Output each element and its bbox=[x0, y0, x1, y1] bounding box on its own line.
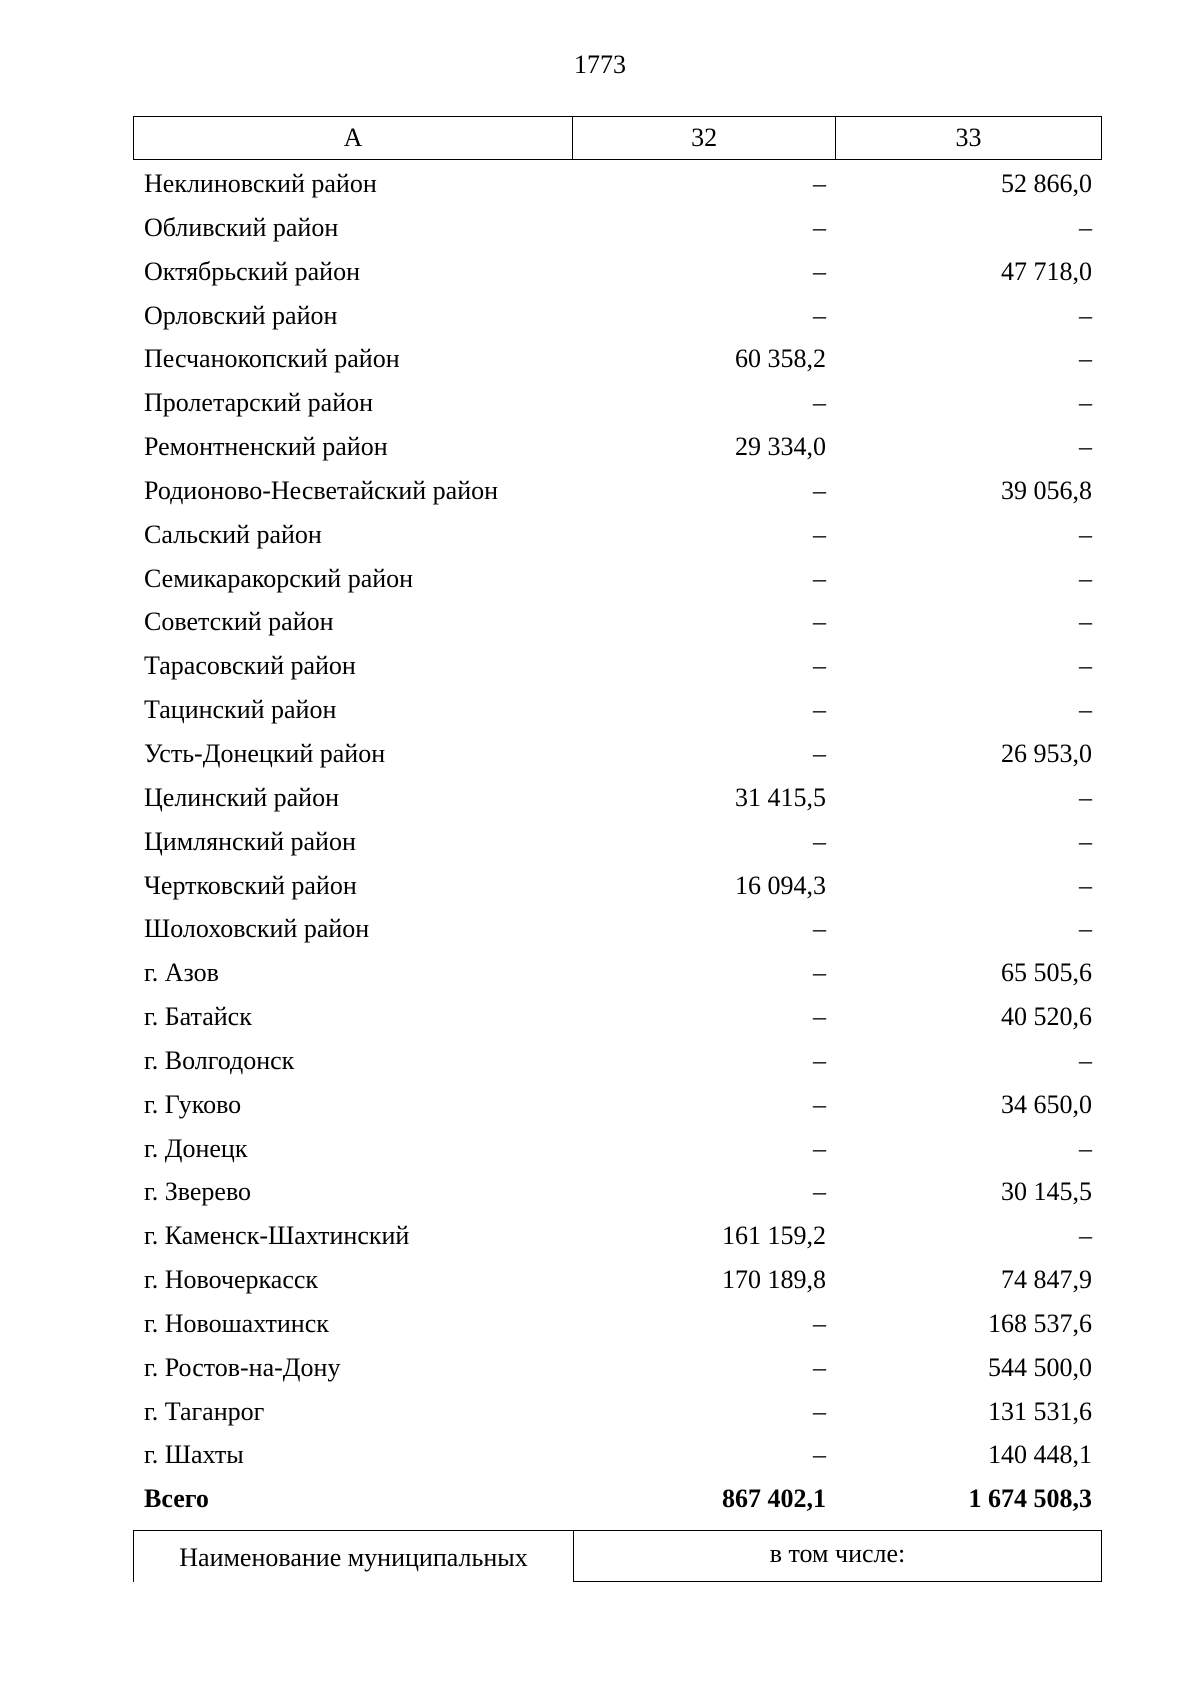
municipality-name: г. Зверево bbox=[144, 1177, 252, 1207]
value-33: – bbox=[1079, 607, 1092, 637]
value-32: – bbox=[813, 958, 826, 988]
value-32: – bbox=[813, 169, 826, 198]
value-32: – bbox=[813, 300, 826, 330]
value-32: 170 189,8 bbox=[722, 1265, 826, 1295]
table-row bbox=[133, 162, 1102, 206]
value-32: – bbox=[813, 563, 826, 593]
value-32: – bbox=[813, 212, 826, 242]
table-row bbox=[133, 1170, 1102, 1214]
value-32: 161 159,2 bbox=[722, 1221, 826, 1251]
municipality-name: Шолоховский район bbox=[144, 914, 370, 944]
value-33: 52 866,0 bbox=[1001, 169, 1092, 198]
value-32: – bbox=[813, 1133, 826, 1163]
value-32: – bbox=[813, 826, 826, 856]
table-row bbox=[133, 425, 1102, 469]
municipality-name: г. Шахты bbox=[144, 1440, 244, 1470]
value-33: – bbox=[1079, 300, 1092, 330]
table-row bbox=[133, 951, 1102, 995]
municipality-name: г. Волгодонск bbox=[144, 1045, 295, 1075]
municipality-name: г. Новошахтинск bbox=[144, 1308, 329, 1338]
value-32: – bbox=[813, 388, 826, 418]
municipality-name: Обливский район bbox=[144, 212, 339, 242]
municipality-name: г. Каменск-Шахтинский bbox=[144, 1221, 410, 1251]
value-32: – bbox=[813, 256, 826, 286]
table-row bbox=[133, 820, 1102, 864]
table-row bbox=[133, 1258, 1102, 1302]
municipality-name: Усть-Донецкий район bbox=[144, 738, 386, 768]
table-row bbox=[133, 337, 1102, 381]
value-32: 16 094,3 bbox=[735, 870, 826, 900]
value-33: 74 847,9 bbox=[1001, 1265, 1092, 1295]
table-row bbox=[133, 1083, 1102, 1127]
value-32: – bbox=[813, 914, 826, 944]
total-value-33: 1 674 508,3 bbox=[968, 1484, 1092, 1514]
value-32: – bbox=[813, 1045, 826, 1075]
municipality-name: Пролетарский район bbox=[144, 388, 374, 418]
table-row bbox=[133, 1127, 1102, 1171]
table-row bbox=[133, 294, 1102, 338]
value-33: 168 537,6 bbox=[988, 1308, 1092, 1338]
municipality-name: Орловский район bbox=[144, 300, 338, 330]
table-row bbox=[133, 206, 1102, 250]
value-32: – bbox=[813, 1352, 826, 1382]
table-row bbox=[133, 644, 1102, 688]
value-33: 40 520,6 bbox=[1001, 1002, 1092, 1032]
value-32: – bbox=[813, 1177, 826, 1207]
value-32: 60 358,2 bbox=[735, 344, 826, 374]
municipality-name: г. Новочеркасск bbox=[144, 1265, 319, 1295]
value-33: – bbox=[1079, 1045, 1092, 1075]
value-33: – bbox=[1079, 519, 1092, 549]
table-row bbox=[133, 381, 1102, 425]
table-row bbox=[133, 1039, 1102, 1083]
table-row bbox=[133, 688, 1102, 732]
value-32: – bbox=[813, 1002, 826, 1032]
table-row bbox=[133, 513, 1102, 557]
value-32: – bbox=[813, 1396, 826, 1426]
table-row bbox=[133, 776, 1102, 820]
value-33: 140 448,1 bbox=[988, 1440, 1092, 1470]
value-33: 47 718,0 bbox=[1001, 256, 1092, 286]
value-33: 39 056,8 bbox=[1001, 475, 1092, 505]
municipality-name: Целинский район bbox=[144, 782, 339, 812]
value-32: 29 334,0 bbox=[735, 432, 826, 462]
table-row bbox=[133, 250, 1102, 294]
value-32: 31 415,5 bbox=[735, 782, 826, 812]
municipality-name: г. Таганрог bbox=[144, 1396, 265, 1426]
table-row bbox=[133, 1433, 1102, 1477]
continuation-col-name: Наименование муниципальных bbox=[133, 1530, 573, 1582]
value-33: – bbox=[1079, 344, 1092, 374]
value-32: – bbox=[813, 738, 826, 768]
municipality-name: Цимлянский район bbox=[144, 826, 356, 856]
municipality-name: Ремонтненский район bbox=[144, 432, 388, 462]
table-row bbox=[133, 557, 1102, 601]
table-row bbox=[133, 995, 1102, 1039]
municipality-name: г. Ростов-на-Дону bbox=[144, 1352, 341, 1382]
value-32: – bbox=[813, 651, 826, 681]
value-33: – bbox=[1079, 782, 1092, 812]
value-33: – bbox=[1079, 212, 1092, 242]
value-33: – bbox=[1079, 651, 1092, 681]
value-33: 131 531,6 bbox=[988, 1396, 1092, 1426]
municipality-name: Семикаракорский район bbox=[144, 563, 414, 593]
municipality-name: Тацинский район bbox=[144, 695, 337, 725]
municipality-name: Октябрьский район bbox=[144, 256, 360, 286]
value-32: – bbox=[813, 1089, 826, 1119]
municipality-name: г. Батайск bbox=[144, 1002, 252, 1032]
value-33: – bbox=[1079, 563, 1092, 593]
table-row bbox=[133, 1346, 1102, 1390]
value-33: 544 500,0 bbox=[988, 1352, 1092, 1382]
value-33: 34 650,0 bbox=[1001, 1089, 1092, 1119]
value-32: – bbox=[813, 695, 826, 725]
value-33: – bbox=[1079, 432, 1092, 462]
table-header bbox=[133, 116, 1102, 160]
municipality-name: г. Азов bbox=[144, 958, 219, 988]
value-32: – bbox=[813, 519, 826, 549]
total-row bbox=[133, 1477, 1102, 1521]
table-row bbox=[133, 1214, 1102, 1258]
table-body bbox=[133, 162, 1102, 1521]
value-33: 26 953,0 bbox=[1001, 738, 1092, 768]
table-row bbox=[133, 1390, 1102, 1434]
value-33: – bbox=[1079, 695, 1092, 725]
value-33: 65 505,6 bbox=[1001, 958, 1092, 988]
table-continuation-header bbox=[133, 1530, 1102, 1580]
value-33: 30 145,5 bbox=[1001, 1177, 1092, 1207]
value-33: – bbox=[1079, 826, 1092, 856]
table-row bbox=[133, 907, 1102, 951]
table-row bbox=[133, 600, 1102, 644]
page-number: 1773 bbox=[574, 50, 626, 79]
continuation-col-including: в том числе: bbox=[573, 1530, 1102, 1582]
header-col-32: 32 bbox=[573, 117, 836, 160]
value-33: – bbox=[1079, 914, 1092, 944]
municipality-name: Неклиновский район bbox=[144, 169, 377, 198]
header-col-a: А bbox=[134, 117, 573, 160]
total-label: Всего bbox=[144, 1484, 209, 1514]
value-33: – bbox=[1079, 388, 1092, 418]
value-32: – bbox=[813, 475, 826, 505]
municipality-name: г. Донецк bbox=[144, 1133, 248, 1163]
table-row bbox=[133, 864, 1102, 908]
municipality-name: Песчанокопский район bbox=[144, 344, 400, 374]
table-row bbox=[133, 732, 1102, 776]
value-33: – bbox=[1079, 1221, 1092, 1251]
municipality-name: Сальский район bbox=[144, 519, 322, 549]
municipality-name: Чертковский район bbox=[144, 870, 357, 900]
municipality-name: Тарасовский район bbox=[144, 651, 356, 681]
value-33: – bbox=[1079, 870, 1092, 900]
table-row bbox=[133, 469, 1102, 513]
value-32: – bbox=[813, 1308, 826, 1338]
municipality-name: г. Гуково bbox=[144, 1089, 242, 1119]
municipality-name: Советский район bbox=[144, 607, 334, 637]
table-row bbox=[133, 1302, 1102, 1346]
value-33: – bbox=[1079, 1133, 1092, 1163]
municipality-name: Родионово-Несветайский район bbox=[144, 475, 499, 505]
value-32: – bbox=[813, 607, 826, 637]
total-value-32: 867 402,1 bbox=[722, 1484, 826, 1514]
header-col-33: 33 bbox=[836, 117, 1102, 160]
value-32: – bbox=[813, 1440, 826, 1470]
